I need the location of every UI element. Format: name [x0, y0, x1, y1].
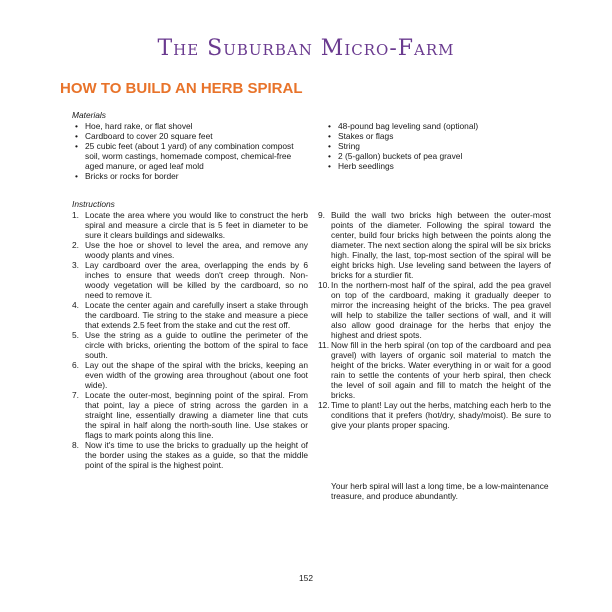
list-item — [72, 260, 308, 300]
step-text: Build the wall two bricks high between the outer-most points of the diameter. Following the spiral toward the center, build four bricks high between the points along the diameter. The next section along the spiral will be six bricks high. Finally, the last, top-most section of the spiral will be eight bricks high. Use leveling sand between the layers of bricks for a sturdier fit. — [331, 210, 551, 280]
step-text: Use the string as a guide to outline the perimeter of the circle with bricks, orienting the bottom of the spiral to face south. — [85, 330, 308, 360]
step-text: Lay cardboard over the area, overlapping the ends by 6 inches to ensure that weeds don't creep through. Non-woody vegetation will be killed by the cardboard, so no need to remove it. — [85, 260, 308, 300]
list-item: • Herb seedlings — [325, 161, 551, 171]
step-number: 6. — [72, 360, 79, 370]
step-number: 9. — [318, 210, 325, 220]
step-number: 12. — [318, 400, 330, 410]
list-item — [72, 240, 308, 260]
list-item — [318, 340, 551, 400]
materials-list-right — [325, 121, 551, 171]
list-item: • Cardboard to cover 20 square feet — [72, 131, 308, 141]
step-number: 3. — [72, 260, 79, 270]
list-item: • 48-pound bag leveling sand (optional) — [325, 121, 551, 131]
step-text: Now it's time to use the bricks to gradually up the height of the border using the stakes as a guide, so that the middle point of the spiral is the highest point. — [85, 440, 308, 470]
step-number: 8. — [72, 440, 79, 450]
step-text: Locate the outer-most, beginning point of the spiral. From that point, lay a piece of string across the garden in a straight line, essentially drawing a diameter line that cuts the spiral in half along the north-south line. Use stakes or flags to mark points along this line. — [85, 390, 308, 440]
list-item: • Bricks or rocks for border — [72, 171, 308, 181]
step-text: Time to plant! Lay out the herbs, matching each herb to the conditions that it prefers (hot/dry, shady/moist). Be sure to give your plants proper spacing. — [331, 400, 551, 430]
list-item — [72, 210, 308, 240]
step-text: Locate the area where you would like to construct the herb spiral and measure a circle that is 5 feet in diameter to be sure it clears buildings and sidewalks. — [85, 210, 308, 240]
list-item — [318, 280, 551, 340]
step-number: 4. — [72, 300, 79, 310]
step-text: Now fill in the herb spiral (on top of the cardboard and pea gravel) with layers of organic soil material to match the height of the bricks. Water everything in or wait for a good rain to settle the contents of your herb spiral, then check the level of soil again and fill to match the height of the bricks. — [331, 340, 551, 400]
list-item — [318, 400, 551, 430]
step-text: Locate the center again and carefully insert a stake through the cardboard. Tie string to the stake and measure a piece that extends 2.5 feet from the stake and cut the rest off. — [85, 300, 308, 330]
step-number: 1. — [72, 210, 79, 220]
list-item: • 2 (5-gallon) buckets of pea gravel — [325, 151, 551, 161]
list-item: • String — [325, 141, 551, 151]
step-text: In the northern-most half of the spiral, add the pea gravel on top of the cardboard, making it gradually deeper to mirror the increasing height of the bricks. The pea gravel will help to stabilize the taller sections of wall, and it will also allow good drainage for the herbs that enjoy the highest and driest spots. — [331, 280, 551, 340]
closing-paragraph: Your herb spiral will last a long time, be a low-maintenance treasure, and produce abundantly. — [331, 481, 549, 501]
step-number: 2. — [72, 240, 79, 250]
list-item — [72, 330, 308, 360]
materials-list-left — [72, 121, 308, 181]
list-item: • Stakes or flags — [325, 131, 551, 141]
section-heading: HOW TO BUILD AN HERB SPIRAL — [60, 80, 303, 97]
step-text: Use the hoe or shovel to level the area, and remove any woody plants and vines. — [85, 240, 308, 260]
step-text: Lay out the shape of the spiral with the bricks, keeping an even width of the growing area throughout (about one foot wide). — [85, 360, 308, 390]
list-item — [318, 210, 551, 280]
step-number: 11. — [318, 340, 330, 350]
list-item — [72, 300, 308, 330]
step-number: 10. — [318, 280, 330, 290]
list-item: • 25 cubic feet (about 1 yard) of any combination compost soil, worm castings, homemade compost, chemical-free aged manure, or aged leaf mold — [72, 141, 308, 171]
step-number: 5. — [72, 330, 79, 340]
list-item — [72, 390, 308, 440]
page-number: 152 — [299, 573, 313, 583]
book-title: The Suburban Micro-Farm — [157, 36, 455, 61]
list-item — [72, 440, 308, 470]
materials-label: Materials — [72, 110, 106, 120]
list-item: • Hoe, hard rake, or flat shovel — [72, 121, 308, 131]
instructions-list-left — [72, 210, 308, 470]
list-item — [72, 360, 308, 390]
instructions-list-right — [318, 210, 551, 430]
step-number: 7. — [72, 390, 79, 400]
instructions-label: Instructions — [72, 199, 115, 209]
